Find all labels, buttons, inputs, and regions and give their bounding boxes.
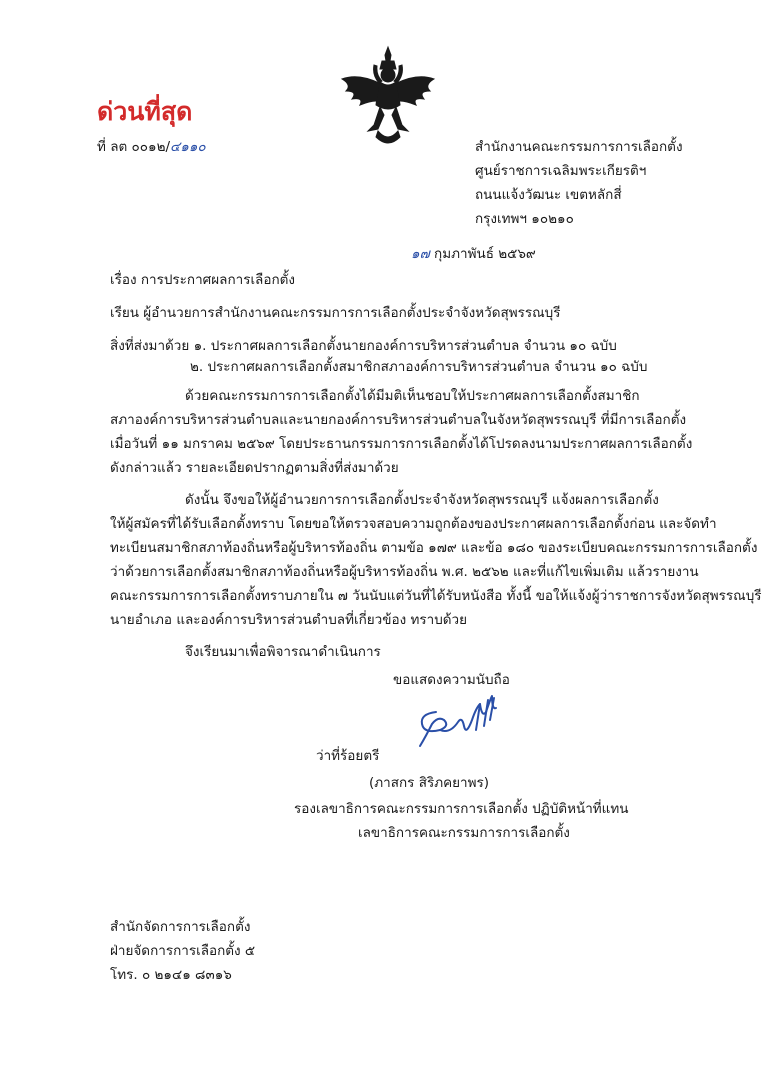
enclosure-item: สิ่งที่ส่งมาด้วย ๑. ประกาศผลการเลือกตั้งนายกองค์การบริหารส่วนตำบล จำนวน ๑๐ ฉบับ — [110, 338, 617, 354]
subject-line: เรื่อง การประกาศผลการเลือกตั้ง — [110, 272, 295, 288]
footer-line: สำนักจัดการการเลือกตั้ง — [110, 919, 251, 935]
signer-position: เลขาธิการคณะกรรมการการเลือกตั้ง — [358, 825, 570, 841]
body-text-line: นายอำเภอ และองค์การบริหารส่วนตำบลที่เกี่ยวข้อง ทราบด้วย — [110, 612, 468, 628]
body-text-line: ดังนั้น จึงขอให้ผู้อำนวยการการเลือกตั้งประจำจังหวัดสุพรรณบุรี แจ้งผลการเลือกตั้ง — [185, 492, 659, 508]
body-text-line: ว่าด้วยการเลือกตั้งสมาชิกสภาท้องถิ่นหรือผู้บริหารท้องถิ่น พ.ศ. ๒๕๖๒ และที่แก้ไขเพิ่มเติม แล้วรายงาน — [110, 564, 699, 580]
reference-prefix: ที่ ลต ๐๐๑๒/ — [97, 139, 171, 155]
body-text-line: ให้ผู้สมัครที่ได้รับเลือกตั้งทราบ โดยขอให้ตรวจสอบความถูกต้องของประกาศผลการเลือกตั้งก่อน และจัดทำ — [110, 516, 717, 532]
signer-name: (ภาสกร สิริภคยาพร) — [369, 775, 490, 791]
handwritten-signature-icon — [410, 690, 510, 755]
sender-address-line: กรุงเทพฯ ๑๐๒๑๐ — [475, 211, 574, 227]
body-text-line: คณะกรรมการการเลือกตั้งทราบภายใน ๗ วันนับแต่วันที่ได้รับหนังสือ ทั้งนี้ ขอให้แจ้งผู้ว่าราชการจังหวัดสุพรรณบุรี — [110, 588, 762, 604]
body-text-line: ทะเบียนสมาชิกสภาท้องถิ่นหรือผู้บริหารท้องถิ่น ตามข้อ ๑๗๙ และข้อ ๑๘๐ ของระเบียบคณะกรรมการการเลือกตั้ง — [110, 540, 758, 556]
document-date — [411, 242, 536, 264]
urgency-label: ด่วนที่สุด — [97, 97, 193, 126]
body-text-line: เมื่อวันที่ ๑๑ มกราคม ๒๕๖๙ โดยประธานกรรมการการเลือกตั้งได้โปรดลงนามประกาศผลการเลือกตั้ง — [110, 436, 693, 452]
closing-phrase: ขอแสดงความนับถือ — [393, 672, 510, 688]
reference-handwritten-number: ๔๑๑๐ — [170, 139, 206, 155]
signer-position: รองเลขาธิการคณะกรรมการการเลือกตั้ง ปฏิบัติหน้าที่แทน — [294, 801, 629, 817]
body-text-line: ด้วยคณะกรรมการการเลือกตั้งได้มีมติเห็นชอบให้ประกาศผลการเลือกตั้งสมาชิก — [185, 388, 640, 404]
body-text-line: จึงเรียนมาเพื่อพิจารณาดำเนินการ — [185, 644, 381, 660]
body-text-line: สภาองค์การบริหารส่วนตำบลและนายกองค์การบริหารส่วนตำบลในจังหวัดสุพรรณบุรี ที่มีการเลือกตั้ง — [110, 412, 687, 428]
footer-line: ฝ่ายจัดการการเลือกตั้ง ๕ — [110, 943, 256, 959]
sender-address-line: สำนักงานคณะกรรมการการเลือกตั้ง — [475, 139, 683, 155]
enclosure-item: ๒. ประกาศผลการเลือกตั้งสมาชิกสภาองค์การบริหารส่วนตำบล จำนวน ๑๐ ฉบับ — [190, 359, 648, 375]
body-text-line: ดังกล่าวแล้ว รายละเอียดปรากฏตามสิ่งที่ส่งมาด้วย — [110, 460, 399, 476]
reference-number — [97, 135, 206, 157]
sender-address-line: ศูนย์ราชการเฉลิมพระเกียรติฯ — [475, 163, 647, 179]
garuda-emblem-icon — [338, 45, 438, 150]
signer-rank: ว่าที่ร้อยตรี — [316, 748, 380, 764]
date-day-handwritten: ๑๗ — [411, 246, 430, 262]
footer-phone: โทร. ๐ ๒๑๔๑ ๘๓๑๖ — [110, 967, 232, 983]
sender-address-line: ถนนแจ้งวัฒนะ เขตหลักสี่ — [475, 187, 622, 203]
date-month-year: กุมภาพันธ์ ๒๕๖๙ — [434, 246, 536, 262]
addressee-line: เรียน ผู้อำนวยการสำนักงานคณะกรรมการการเลือกตั้งประจำจังหวัดสุพรรณบุรี — [110, 305, 561, 321]
